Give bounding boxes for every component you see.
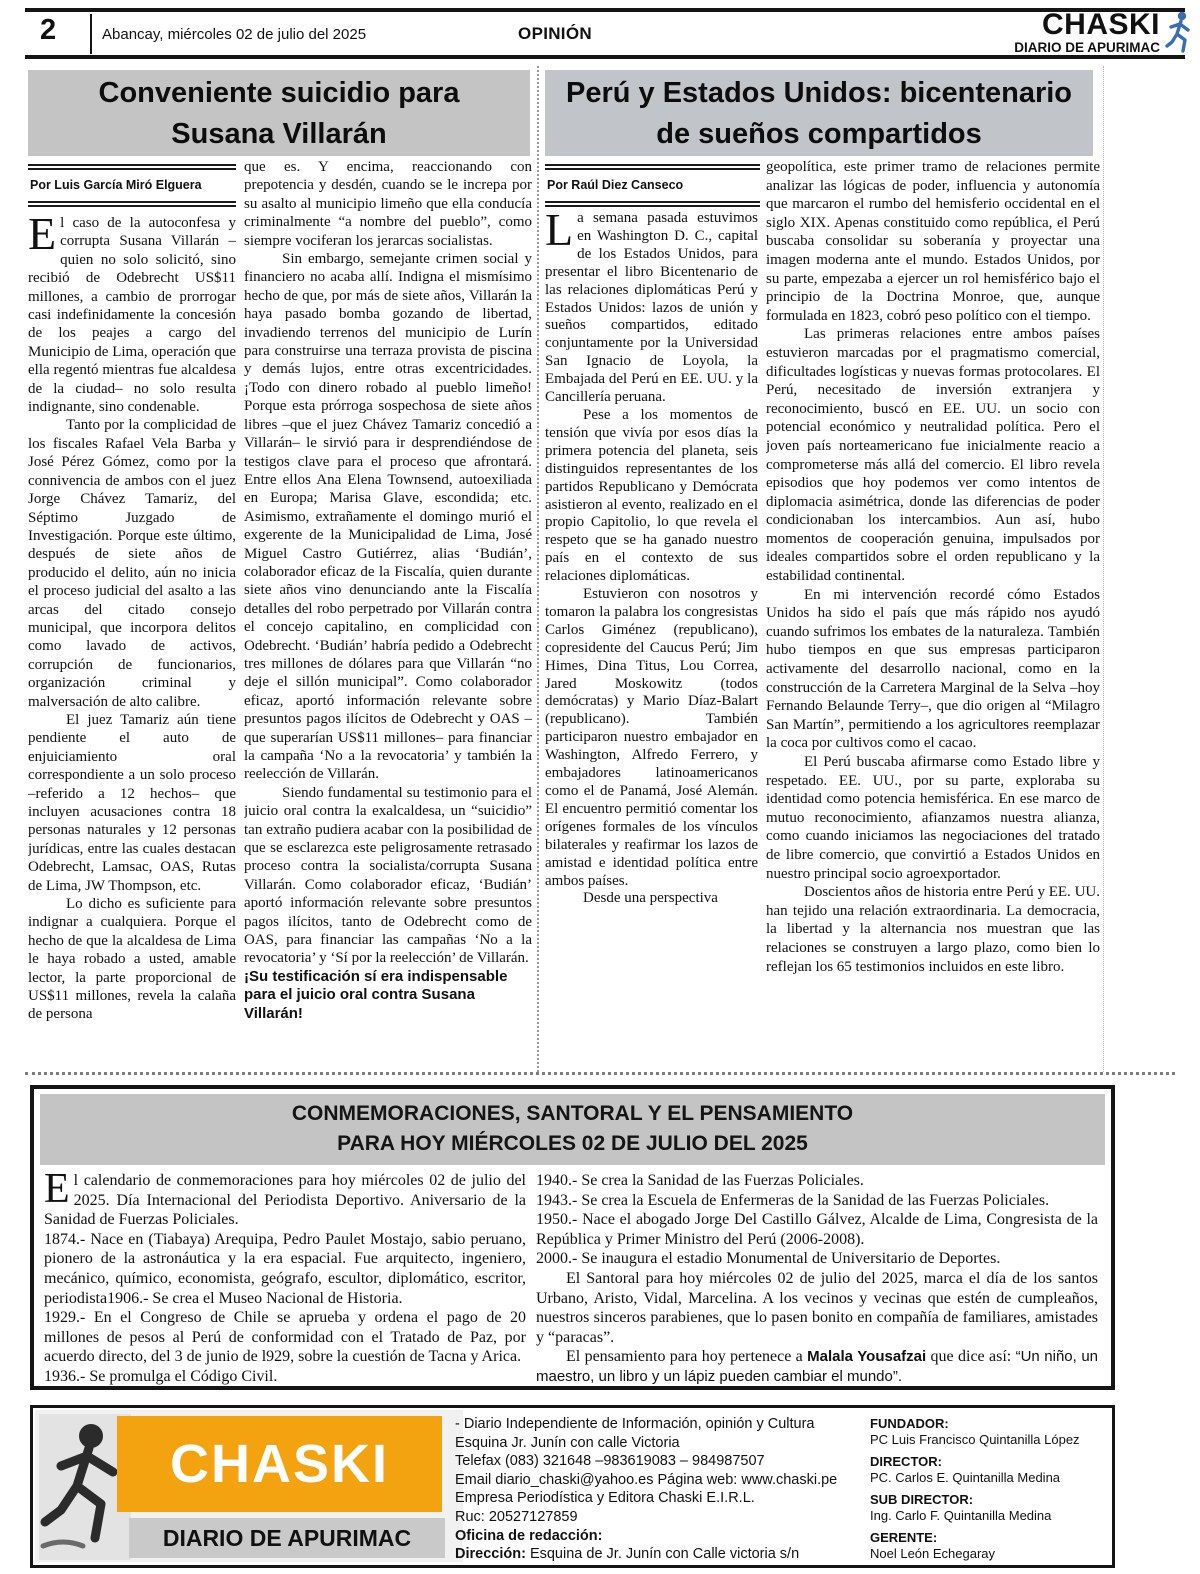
right-article-headline — [545, 70, 1093, 156]
staff-name: PC Luis Francisco Quintanilla López — [870, 1431, 1080, 1447]
footer-contact-info — [455, 1415, 863, 1564]
footer-staff-list — [870, 1416, 1100, 1568]
left-byline-text: Por Luis García Miró Elguera — [30, 178, 202, 192]
paragraph: geopolítica, este primer tramo de relaciones permite analizar las lógicas de poder, influencia y autonomía que marcaron el rumbo del hemisferio occidental en el siglo XIX. Apenas constituido como república, el Perú buscaba consolidar su soberanía y proyectar una imagen moderna ante el mundo. Estados Unidos, por su parte, empezaba a ejercer un rol hemisférico bajo el principio de la Doctrina Monroe, que, aunque formulada en 1823, cobró peso político con el tiempo. — [766, 159, 1100, 324]
paragraph: Estuvieron con nosotros y tomaron la palabra los congresistas Carlos Giménez (republicano), copresidente del Caucus Perú; Jim Himes, Dina Titus, Lou Correa, Jared Moskowitz (todos demócratas) y Mario Díaz-Balart (republicano). También participaron nuestro embajador en Washington, Alfredo Ferrero, y embajadores latinoamericanos como el de Panamá, José Alemán. El encuentro permitió comentar los orígenes formales de los vínculos bilaterales y reafirmar los lazos de amistad e identidad política entre ambos países. — [545, 586, 758, 889]
paragraph: El Perú buscaba afirmarse como Estado libre y respetado. EE. UU., por su parte, exploraba su identidad como potencia hemisférica. En ese marco de mutuo reconocimiento, afianzamos nuestra alianza, como cuando iniciamos las negociaciones del tratado de libre comercio, que convirtió a Estados Unidos en nuestro principal socio agroexportador. — [766, 754, 1100, 882]
paragraph: El calendario de conmemoraciones para hoy miércoles 02 de julio del 2025. Día Internacional del Periodista Deportivo. Aniversario de la Sanidad de Fuerzas Policiales. — [44, 1171, 526, 1229]
pensamiento-paragraph: El pensamiento para hoy pertenece a Malala Yousafzai que dice así: “Un niño, un maestro, un libro y un lápiz pueden cambiar el mundo”. — [536, 1348, 1098, 1385]
footer-logo-brand: CHASKI — [169, 1434, 389, 1494]
con-title-line1: CONMEMORACIONES, SANTORAL Y EL PENSAMIENTO — [291, 1102, 854, 1125]
staff-name: PC. Carlos E. Quintanilla Medina — [870, 1469, 1061, 1485]
right-edge-divider — [1103, 66, 1104, 1072]
paragraph: El caso de la autoconfesa y corrupta Susana Villarán –quien no solo solicitó, sino recibió de Odebrecht US$11 millones, a cambio de prorrogar casi indefinidamente la concesión de los peajes a cargo del Municipio de Lima, operación que ella regentó mientras fue alcaldesa de la ciudad– no solo resulta indignante, sino condenable. — [28, 214, 236, 416]
article-divider — [537, 66, 539, 1072]
conmemoraciones-column-2 — [536, 1171, 1098, 1386]
articles-bottom-dotted-rule — [25, 1072, 1175, 1075]
masthead-brand — [930, 10, 1160, 55]
paragraph: 2000.- Se inaugura el estadio Monumental de Universitario de Deportes. — [536, 1250, 1001, 1268]
paragraph: En mi intervención recordé cómo Estados Unidos ha sido el país que más rápido nos ayudó cuando sufrimos los embates de la naturaleza. También hubo tiempos en que sus empresas participaron activamente del desarrollo nacional, como en la construcción de la Carretera Marginal de la Selva –hoy Fernando Belaunde Terry–, que dio origen al “Milagro San Martín”, permitiendo a los agricultores reemplazar la coca por cultivos como el cacao. — [766, 586, 1100, 752]
header-vertical-divider — [90, 14, 92, 54]
paragraph: Tanto por la complicidad de los fiscales Rafael Vela Barba y José Pérez Gómez, como por la connivencia de ambos con el juez Jorge Chávez Tamariz, del Séptimo Juzgado de Investigación. Porque este último, después de siete años de producido el delito, aún no inicia el proceso judicial del asalto a las arcas del citado consejo municipal, que incorpora delitos como lavado de activos, corrupción de funcionarios, organización criminal y malversación de alto calibre. — [28, 417, 236, 710]
staff-entry — [870, 1492, 1100, 1523]
staff-entry — [870, 1454, 1100, 1485]
masthead-footer — [30, 1405, 1115, 1568]
right-article-column-1 — [545, 210, 758, 1070]
left-article-headline — [28, 70, 530, 156]
info-line: Esquina Jr. Junín con calle Victoria — [455, 1434, 680, 1451]
edition-date: Abancay, miércoles 02 de julio del 2025 — [102, 26, 367, 43]
right-article-byline — [545, 164, 760, 207]
info-line: Empresa Periodística y Editora Chaski E.I.R.L. — [455, 1490, 755, 1507]
right-article-column-2 — [766, 158, 1100, 1070]
conmemoraciones-box — [30, 1085, 1115, 1390]
right-headline-line1: Perú y Estados Unidos: bicentenario — [566, 77, 1072, 109]
pensamiento-author: Malala Yousafzai — [807, 1348, 927, 1366]
left-article-column-2 — [244, 158, 532, 1070]
paragraph: Pese a los momentos de tensión que vivía por esos días la primera potencia del planeta, seis distinguidos representantes de los partidos Republicano y Demócrata asistieron al evento, realizado en el propio Capitolio, lo que revela el respeto que se ha ganado nuestro país en el contexto de sus relaciones diplomáticas. — [545, 406, 758, 585]
paragraph: Desde una perspectiva — [583, 890, 718, 907]
right-headline-line2: de sueños compartidos — [656, 118, 982, 150]
paragraph: Las primeras relaciones entre ambos países estuvieron marcadas por el pragmatismo comercial, dificultades logísticas y nuevas formas protocolares. El Perú, necesitado de inversión extranjera y reconocimiento, buscó en EE. UU. un socio con potencial económico y neutralidad política. Pero el joven país norteamericano fue inicialmente reacio a comprometerse más allá del comercio. El libro revela episodios que hoy podemos ver como intentos de diplomacia asimétrica, donde las diferencias de poder condicionaban los intercambios. Aun así, hubo momentos de cooperación genuina, impulsados por ideales compartidos sobre el orden republicano y la estabilidad continental. — [766, 326, 1100, 585]
staff-entry — [870, 1530, 1100, 1561]
brand-subtitle: DIARIO DE APURIMAC — [1014, 40, 1160, 55]
santoral-paragraph: El Santoral para hoy miércoles 02 de julio del 2025, marca el día de los santos Urbano, Aristo, Vidal, Marcelina. A los vecinos y vecinas que estén de cumpleaños, nuestros sinceros parabienes, que lo pasen bonito en compañía de familiares, amistades y “paracas”. — [536, 1269, 1098, 1346]
staff-label: SUB DIRECTOR: — [870, 1492, 974, 1507]
paragraph: 1950.- Nace el abogado Jorge Del Castillo Gálvez, Alcalde de Lima, Congresista de la República y Primer Ministro del Perú (2006-2008). — [536, 1211, 1098, 1248]
direccion-label: Dirección: — [455, 1546, 526, 1563]
dropcap: E — [44, 1171, 70, 1212]
conmemoraciones-column-1 — [44, 1171, 526, 1386]
footer-logo-subtitle: DIARIO DE APURIMAC — [162, 1524, 412, 1551]
page-number: 2 — [40, 14, 57, 46]
oficina-label: Oficina de redacción: — [455, 1527, 603, 1544]
footer-logo — [35, 1410, 463, 1562]
byline-rule-bottom — [28, 201, 236, 207]
staff-label: GERENTE: — [870, 1530, 938, 1545]
paragraph: 1943.- Se crea la Escuela de Enfermeras de la Sanidad de las Fuerzas Policiales. — [536, 1191, 1050, 1209]
dropcap: L — [545, 210, 574, 255]
paragraph: Sin embargo, semejante crimen social y financiero no acaba allí. Indigna el mismísimo hecho de que, por más de siete años, Villarán la haya pasado bomba gozando de libertad, invadiendo terrenos del municipio de Lurín para construirse una terraza provista de piscina y demás lujos, entre otras excentricidades. ¡Todo con dinero robado al pueblo limeño! Porque esta prórroga sospechosa de siete años libres –que el juez Chávez Tamariz concedió a Villarán– le sirvió para ir desprendiéndose de testigos clave para el proceso que afrontará. Entre ellos Ana Elena Townsend, autoexiliada en Europa; Marisa Glave, escondida; etc. Asimismo, extrañamente el domingo murió el exgerente de la Municipalidad de Lima, José Miguel Castro Gutiérrez, alias ‘Budián’, colaborador eficaz de la Fiscalía, quien durante siete años vino denunciando ante la Fiscalía detalles del robo perpetrado por Villarán contra el concejo capitalino, en complicidad con Odebrecht. ‘Budián’ habría pedido a Odebrecht tres millones de dólares para que Villarán “no deje el sillón municipal”. Como colaborador eficaz, aportó información relevante sobre presuntos pagos ilícitos de Odebrecht y OAS –que superarían US$11 millones– para financiar la campaña ‘No a la revocatoria’ y también la reelección de Villarán. — [244, 251, 532, 783]
pensamiento-quote: “Un niño, un maestro, un libro y un lápiz pueden cambiar el mundo”. — [536, 1348, 1098, 1385]
staff-name: Ing. Carlo F. Quintanilla Medina — [870, 1507, 1052, 1523]
brand-name: CHASKI — [1041, 8, 1160, 41]
info-line: - Diario Independiente de Información, opinión y Cultura — [455, 1416, 815, 1432]
header-bottom-rule — [25, 55, 1185, 59]
staff-name: Noel León Echegaray — [870, 1545, 996, 1561]
info-line: Telefax (083) 321648 –983619083 – 984987507 — [455, 1453, 765, 1470]
conmemoraciones-title — [40, 1094, 1105, 1165]
info-line: Ruc: 20527127859 — [455, 1508, 578, 1525]
paragraph: 1936.- Se promulga el Código Civil. — [44, 1367, 278, 1385]
left-article-byline — [28, 164, 236, 207]
paragraph: La semana pasada estuvimos en Washington D. C., capital de los Estados Unidos, para presentar el libro Bicentenario de las relaciones diplomáticas Perú y Estados Unidos: lazos de unión y sueños compartidos, editado conjuntamente por la Universidad San Ignacio de Loyola, la Embajada del Perú en EE. UU. y la Cancillería peruana. — [545, 210, 758, 406]
section-title: OPINIÓN — [518, 24, 592, 43]
left-headline-line2: Susana Villarán — [171, 118, 387, 150]
right-byline-text: Por Raúl Diez Canseco — [547, 178, 684, 192]
paragraph: 1940.- Se crea la Sanidad de las Fuerzas Policiales. — [536, 1172, 864, 1189]
left-headline-line1: Conveniente suicidio para — [98, 77, 460, 109]
info-line: Email diario_chaski@yahoo.es Página web: www.chaski.pe — [455, 1471, 838, 1488]
runner-icon — [1164, 10, 1194, 59]
paragraph: 1874.- Nace en (Tiabaya) Arequipa, Pedro Paulet Mostajo, sabio peruano, pionero de la astronáutica y la era espacial. Fue arquitecto, ingeniero, mecánico, químico, economista, geógrafo, escultor, diplomático, escritor, periodista1906.- Se crea el Museo Nacional de Historia. — [44, 1230, 526, 1307]
staff-label: FUNDADOR: — [870, 1416, 949, 1431]
paragraph: 1929.- En el Congreso de Chile se aprueba y ordena el pago de 20 millones de pesos al Perú de conformidad con el Tratado de Paz, por acuerdo directo, del 3 de junio de l929, sobre la cuestión de Tacna y Arica. — [44, 1309, 526, 1366]
left-article-column-1 — [28, 214, 236, 1070]
paragraph: Doscientos años de historia entre Perú y EE. UU. han tejido una relación extraordinaria. La democracia, la libertad y la alternancia nos muestran que las relaciones se construyen a largo plazo, como bien lo reflejan los 65 testimonios incluidos en este libro. — [766, 884, 1100, 975]
paragraph: Siendo fundamental su testimonio para el juicio oral contra la exalcaldesa, un “suicidio” tan extraño pudiera acabar con la posibilidad de que se esclarezca este peligrosamente retrasado proceso contra la socialista/corrupta Susana Villarán. Como colaborador eficaz, ‘Budián’ aportó información relevante sobre presuntos pagos ilícitos, tanto de Odebrecht como de OAS, para financiar las campañas ‘No a la revocatoria’ y ‘Sí por la reelección’ de Villarán. — [244, 784, 532, 967]
dropcap: E — [28, 214, 57, 259]
staff-entry — [870, 1416, 1100, 1447]
paragraph: El juez Tamariz aún tiene pendiente el auto de enjuiciamiento oral correspondiente a un solo proceso –referido a 12 hechos– que incluyen acusaciones contra 18 personas naturales y 12 personas jurídicas, entre las cuales destacan Odebrecht, Lamsac, OAS, Rutas de Lima, JW Thompson, etc. — [28, 711, 236, 894]
paragraph: Lo dicho es suficiente para indignar a cualquiera. Porque el hecho de que la alcaldesa de Lima le haya robado a usted, amable lector, la parte proporcional de US$11 millones, revela la calaña de persona — [28, 896, 236, 1023]
byline-rule-bottom — [545, 201, 760, 207]
footer-logo-strip — [129, 1518, 445, 1558]
staff-label: DIRECTOR: — [870, 1454, 942, 1469]
con-title-line2: PARA HOY MIÉRCOLES 02 DE JULIO DEL 2025 — [337, 1132, 808, 1155]
closing-statement: ¡Su testificación sí era indispensable para el juicio oral contra Susana Villarán! — [244, 967, 508, 1022]
direccion-line: Dirección: Esquina de Jr. Junín con Calle victoria s/n — [455, 1546, 800, 1563]
paragraph: que es. Y encima, reaccionando con prepotencia y desdén, cuando se le increpa por su asalto al municipio limeño que ella conducía criminalmente “a nombre del pueblo”, como siempre vociferan los jerarcas socialistas. — [244, 159, 532, 249]
footer-logo-orange-box — [117, 1416, 442, 1512]
